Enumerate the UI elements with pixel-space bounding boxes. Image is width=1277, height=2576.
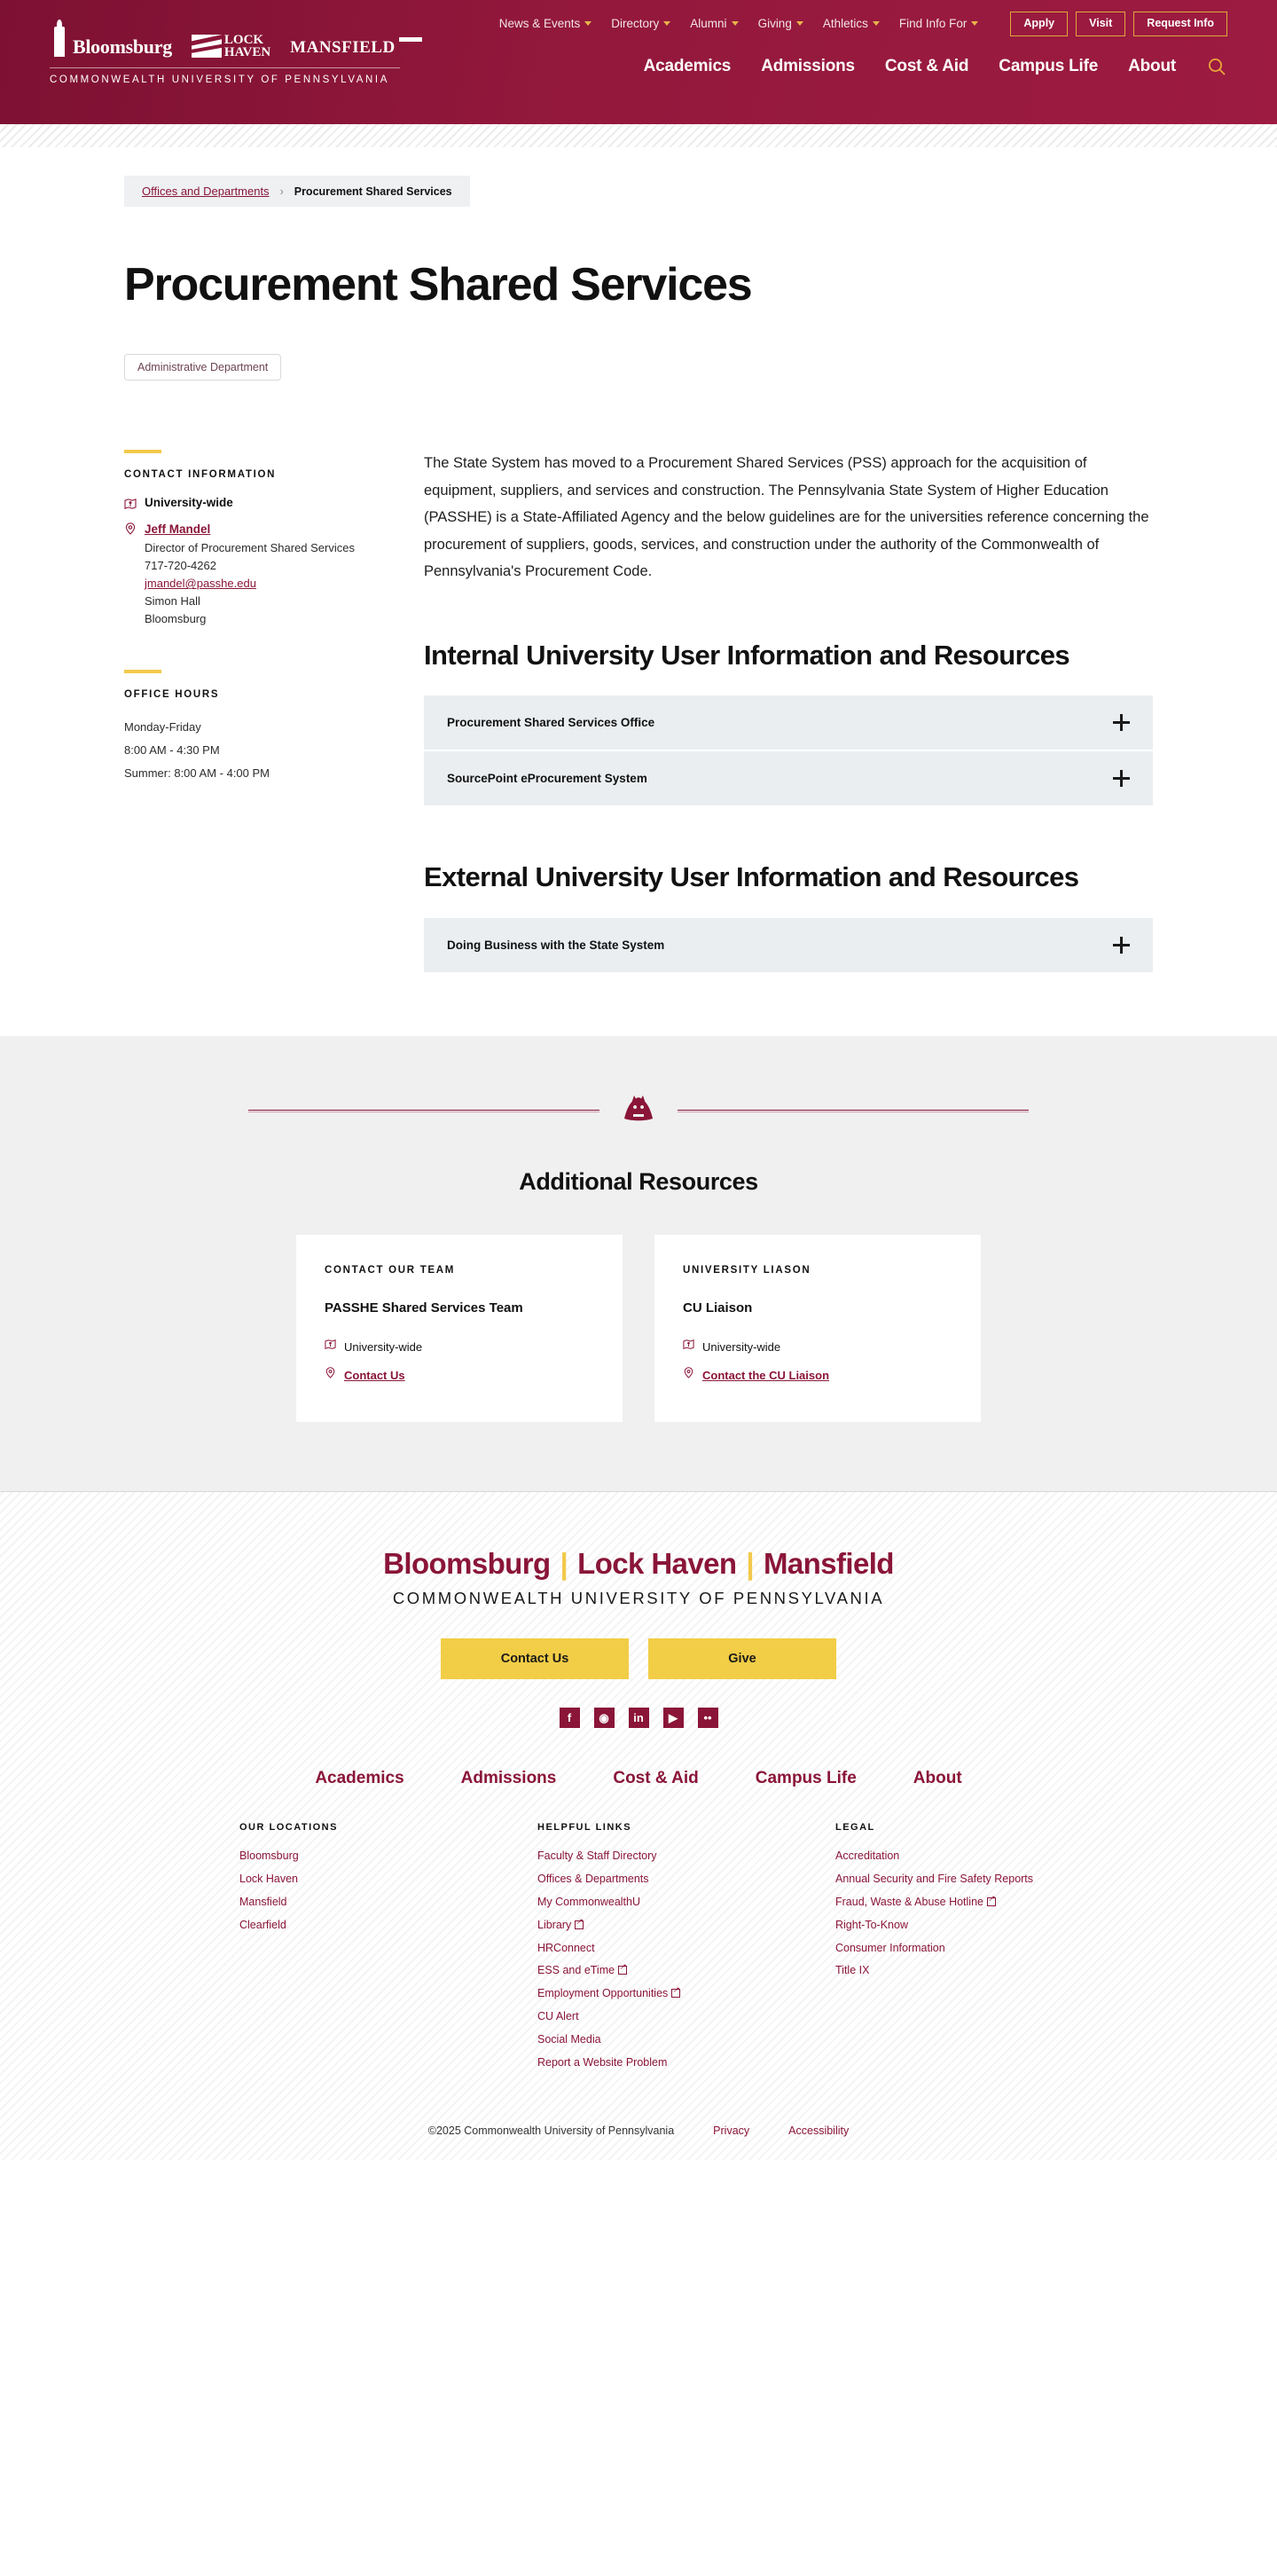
breadcrumb xyxy=(124,176,470,207)
footer-link-label: Social Media xyxy=(537,2033,601,2046)
footer-columns xyxy=(0,1822,1277,2077)
divider-line-right xyxy=(678,1110,1029,1112)
footer-link-label: Right-To-Know xyxy=(835,1918,908,1931)
footer-link-hrconnect[interactable] xyxy=(537,1939,740,1959)
site-footer xyxy=(0,1492,1277,2160)
footer-link-title-ix[interactable] xyxy=(835,1961,1038,1981)
utility-label: Athletics xyxy=(822,17,868,31)
resource-card-university-liason xyxy=(654,1235,981,1422)
contact-information-block xyxy=(124,450,371,629)
footer-brand xyxy=(0,1547,1277,1608)
contact-phone: 717-720-4262 xyxy=(145,559,216,573)
nav-item-about[interactable]: About xyxy=(1128,56,1176,75)
footer-link-label: Fraud, Waste & Abuse Hotline xyxy=(835,1895,983,1908)
chevron-down-icon xyxy=(584,21,591,26)
contact-campus: Bloomsburg xyxy=(145,612,207,626)
footer-link-label: Annual Security and Fire Safety Reports xyxy=(835,1872,1034,1885)
office-hours-line-days: Monday-Friday xyxy=(124,719,201,734)
footer-link-offices-departments[interactable] xyxy=(537,1870,740,1889)
contact-building: Simon Hall xyxy=(145,594,200,609)
brand-subtitle: COMMONWEALTH UNIVERSITY OF PENNSYLVANIA xyxy=(50,75,389,85)
footer-brand-bar: | xyxy=(560,1547,568,1581)
accordion-label: Doing Business with the State System xyxy=(447,939,665,953)
accordion-label: Procurement Shared Services Office xyxy=(447,716,655,730)
footer-link-label: Employment Opportunities xyxy=(537,1987,669,2000)
external-link-icon xyxy=(575,1920,584,1929)
visit-button[interactable]: Visit xyxy=(1076,12,1125,36)
mansfield-logo xyxy=(290,37,422,59)
footer-social-links xyxy=(0,1708,1277,1728)
chevron-down-icon xyxy=(971,21,978,26)
brand-divider xyxy=(50,67,400,68)
footer-link-label: Title IX xyxy=(835,1964,870,1977)
section-title-internal: Internal University User Information and Resources xyxy=(424,639,1069,671)
resource-card-contact-link[interactable]: Contact Us xyxy=(344,1368,405,1382)
contact-scope-row xyxy=(124,496,371,514)
plus-icon xyxy=(1113,937,1130,954)
resource-cards xyxy=(0,1235,1277,1422)
office-hours-block xyxy=(124,670,371,785)
bloomsburg-wordmark: Bloomsburg xyxy=(73,35,172,58)
footer-nav-admissions[interactable]: Admissions xyxy=(460,1769,557,1788)
chevron-down-icon xyxy=(796,21,803,26)
contact-person-row xyxy=(124,521,371,629)
office-hours-line-regular: 8:00 AM - 4:30 PM xyxy=(124,742,220,757)
mountain-icon xyxy=(399,37,422,59)
accordion-label: SourcePoint eProcurement System xyxy=(447,772,647,786)
resource-card-heading: CONTACT OUR TEAM xyxy=(325,1265,456,1276)
utility-item-find-info-for[interactable] xyxy=(899,17,979,30)
footer-link-lock-haven[interactable]: Lock Haven xyxy=(239,1872,299,1885)
plus-icon xyxy=(1113,714,1130,731)
section-title-external: External University User Information and Resources xyxy=(424,861,1079,893)
sidebar xyxy=(124,450,371,974)
footer-link-annual-security-and-fire-safety-reports[interactable] xyxy=(835,1870,1038,1889)
footer-link-consumer-information[interactable] xyxy=(835,1939,1038,1959)
page-title: Procurement Shared Services xyxy=(124,259,752,310)
department-type-tag[interactable]: Administrative Department xyxy=(124,354,281,381)
external-link-icon xyxy=(987,1897,996,1906)
resource-card-scope-row xyxy=(683,1339,952,1355)
resource-card-link-row xyxy=(683,1367,952,1383)
campus-map-icon xyxy=(325,1339,336,1355)
lock-haven-line2: HAVEN xyxy=(223,44,271,59)
lock-haven-line1: LOCK xyxy=(223,32,264,47)
footer-link-label: Accreditation xyxy=(835,1850,900,1863)
footer-nav-about[interactable]: About xyxy=(913,1769,962,1788)
facebook-icon[interactable]: f xyxy=(560,1708,580,1728)
footer-brand-subtitle: COMMONWEALTH UNIVERSITY OF PENNSYLVANIA xyxy=(392,1589,885,1608)
yellow-rule xyxy=(124,450,161,453)
location-pin-icon xyxy=(124,522,137,539)
footer-link-label: Report a Website Problem xyxy=(537,2055,668,2069)
intro-paragraph: The State System has moved to a Procurement Shared Services (PSS) approach for the acquisition of equipment, suppliers, and services and construction. The Pennsylvania State System of Higher Education (PASSHE) is a State-Affiliated Agency and the below guidelines are for the universities reference concerning the procurement of suppliers, goods, services, and construction under the authority of the Commonwealth of Pennsylvania's Procurement Code. xyxy=(424,455,1149,580)
footer-link-my-commonwealthu[interactable] xyxy=(537,1893,740,1912)
accordion-item-doing-business-with-the-state-system[interactable] xyxy=(424,918,1153,974)
campus-map-icon xyxy=(683,1339,694,1355)
hatch-strip xyxy=(0,124,1277,147)
utility-buttons xyxy=(1010,12,1227,36)
footer-link-clearfield[interactable]: Clearfield xyxy=(239,1918,286,1931)
contact-scope: University-wide xyxy=(145,496,233,509)
resource-card-link-row xyxy=(325,1367,594,1383)
request-info-button[interactable]: Request Info xyxy=(1133,12,1227,36)
lock-haven-wordmark xyxy=(224,34,270,59)
footer-link-ess-and-etime[interactable] xyxy=(537,1961,740,1981)
contact-information-heading: CONTACT INFORMATION xyxy=(124,469,277,480)
instagram-icon[interactable]: ◉ xyxy=(594,1708,615,1728)
footer-link-accreditation[interactable] xyxy=(835,1847,1038,1866)
accordion-external xyxy=(424,918,1153,974)
footer-column-heading: OUR LOCATIONS xyxy=(239,1822,338,1834)
footer-contact-us-button[interactable]: Contact Us xyxy=(441,1638,629,1679)
flickr-icon[interactable]: •• xyxy=(698,1708,718,1728)
copyright-text: ©2025 Commonwealth University of Pennsylvania xyxy=(427,2124,675,2137)
footer-link-label: Library xyxy=(537,1918,572,1931)
accordion-item-sourcepoint-eprocurement-system[interactable] xyxy=(424,751,1153,807)
footer-link-bloomsburg[interactable]: Bloomsburg xyxy=(239,1850,299,1863)
lock-haven-mark-icon xyxy=(192,35,222,58)
footer-column-heading: LEGAL xyxy=(835,1822,875,1834)
footer-link-label: My CommonwealthU xyxy=(537,1895,641,1908)
footer-link-label: ESS and eTime xyxy=(537,1964,615,1977)
resource-card-scope: University-wide xyxy=(702,1339,781,1354)
utility-label: Directory xyxy=(611,17,660,31)
breadcrumb-current: Procurement Shared Services xyxy=(294,185,452,198)
location-pin-icon xyxy=(325,1367,336,1383)
mansfield-wordmark: MANSFIELD xyxy=(290,38,396,57)
nav-item-campus-life[interactable]: Campus Life xyxy=(999,56,1099,75)
divider-line-left xyxy=(248,1110,599,1112)
footer-link-faculty-staff-directory[interactable] xyxy=(537,1847,740,1866)
plus-icon xyxy=(1113,770,1130,787)
contact-email-link[interactable]: jmandel@passhe.edu xyxy=(145,577,256,591)
footer-give-button[interactable]: Give xyxy=(648,1638,836,1679)
apply-button[interactable]: Apply xyxy=(1010,12,1068,36)
utility-label: Find Info For xyxy=(898,17,968,31)
chevron-down-icon xyxy=(663,21,670,26)
footer-link-mansfield[interactable]: Mansfield xyxy=(239,1895,287,1908)
external-link-icon xyxy=(618,1966,627,1975)
footer-link-label: Faculty & Staff Directory xyxy=(537,1850,657,1863)
external-link-icon xyxy=(671,1989,680,1998)
utility-item-alumni[interactable] xyxy=(690,17,738,30)
accordion-internal xyxy=(424,695,1153,807)
footer-link-social-media[interactable] xyxy=(537,2030,740,2050)
location-pin-icon xyxy=(683,1367,694,1383)
resource-card-heading: UNIVERSITY LIASON xyxy=(683,1265,811,1276)
page-wrapper xyxy=(0,147,1277,1036)
footer-main-nav xyxy=(0,1769,1277,1788)
footer-link-library[interactable] xyxy=(537,1916,740,1936)
footer-nav-academics[interactable]: Academics xyxy=(315,1769,404,1788)
footer-column-heading: HELPFUL LINKS xyxy=(537,1822,632,1834)
contact-person-title: Director of Procurement Shared Services xyxy=(145,540,355,554)
footer-link-label: CU Alert xyxy=(537,2010,579,2023)
resource-card-contact-our-team xyxy=(296,1235,623,1422)
nav-item-admissions[interactable]: Admissions xyxy=(761,56,855,75)
footer-brand-bar: | xyxy=(746,1547,755,1581)
bloomsburg-logo xyxy=(50,20,172,59)
search-icon[interactable] xyxy=(1206,56,1227,77)
chevron-down-icon xyxy=(732,21,739,26)
utility-label: Alumni xyxy=(690,17,727,31)
bell-tower-icon xyxy=(50,20,69,59)
main-column xyxy=(424,450,1153,974)
contact-details xyxy=(145,521,355,629)
footer-privacy-link[interactable]: Privacy xyxy=(713,2124,750,2137)
main-nav xyxy=(644,56,1227,77)
office-hours-line-summer: Summer: 8:00 AM - 4:00 PM xyxy=(124,766,270,780)
breadcrumb-separator-icon: › xyxy=(279,185,284,198)
nav-item-cost-aid[interactable]: Cost & Aid xyxy=(884,56,969,75)
breadcrumb-link-offices-and-departments[interactable]: Offices and Departments xyxy=(142,185,270,198)
additional-resources-section xyxy=(0,1036,1277,1492)
utility-item-news-events[interactable] xyxy=(499,17,592,30)
utility-label: Giving xyxy=(757,17,792,31)
accordion-item-procurement-shared-services-office[interactable] xyxy=(424,695,1153,751)
utility-item-directory[interactable] xyxy=(611,17,670,30)
nav-item-academics[interactable]: Academics xyxy=(643,56,732,75)
footer-link-report-a-website-problem[interactable] xyxy=(537,2054,740,2073)
site-header xyxy=(0,0,1277,124)
footer-column-legal xyxy=(835,1822,1038,2077)
footer-link-label: HRConnect xyxy=(537,1941,595,1954)
utility-item-athletics[interactable] xyxy=(823,17,880,30)
utility-nav xyxy=(499,12,1227,36)
footer-link-fraud-waste-abuse-hotline[interactable] xyxy=(835,1893,1038,1912)
utility-item-giving[interactable] xyxy=(758,17,803,30)
additional-resources-title: Additional Resources xyxy=(519,1168,758,1196)
brand-lockup[interactable] xyxy=(50,0,422,85)
footer-brand-mansfield: Mansfield xyxy=(764,1547,894,1581)
resource-card-cu-liaison-link[interactable]: Contact the CU Liaison xyxy=(702,1368,830,1382)
footer-link-label: Consumer Information xyxy=(835,1941,945,1954)
footer-nav-cost-aid[interactable]: Cost & Aid xyxy=(613,1769,699,1788)
header-right xyxy=(499,0,1227,77)
footer-link-right-to-know[interactable] xyxy=(835,1916,1038,1936)
office-hours-heading: OFFICE HOURS xyxy=(124,688,220,700)
contact-person-name-link[interactable]: Jeff Mandel xyxy=(145,522,211,536)
footer-brand-lock-haven: Lock Haven xyxy=(577,1547,737,1581)
content-grid xyxy=(124,450,1153,1036)
campus-map-icon xyxy=(124,498,137,514)
resource-card-scope: University-wide xyxy=(344,1339,423,1354)
husky-mascot-icon xyxy=(619,1089,658,1133)
footer-bottom-bar xyxy=(0,2124,1277,2137)
footer-brand-bloomsburg: Bloomsburg xyxy=(383,1547,551,1581)
youtube-icon[interactable]: ▶ xyxy=(663,1708,684,1728)
footer-nav-campus-life[interactable]: Campus Life xyxy=(755,1769,857,1788)
brand-logos xyxy=(50,20,422,59)
footer-column-helpful-links xyxy=(537,1822,740,2077)
resource-card-name: PASSHE Shared Services Team xyxy=(325,1300,523,1316)
husky-divider xyxy=(124,1089,1153,1133)
resource-card-name: CU Liaison xyxy=(683,1300,753,1316)
footer-link-employment-opportunities[interactable] xyxy=(537,1984,740,2004)
footer-column-our-locations xyxy=(239,1822,442,2077)
footer-link-cu-alert[interactable] xyxy=(537,2007,740,2027)
chevron-down-icon xyxy=(873,21,880,26)
utility-label: News & Events xyxy=(498,17,581,31)
yellow-rule xyxy=(124,670,161,673)
linkedin-icon[interactable]: in xyxy=(629,1708,649,1728)
footer-accessibility-link[interactable]: Accessibility xyxy=(788,2124,850,2137)
footer-buttons xyxy=(0,1638,1277,1679)
lock-haven-logo xyxy=(192,34,270,59)
footer-brand-line1 xyxy=(0,1547,1277,1581)
resource-card-scope-row xyxy=(325,1339,594,1355)
footer-link-label: Offices & Departments xyxy=(537,1872,649,1885)
